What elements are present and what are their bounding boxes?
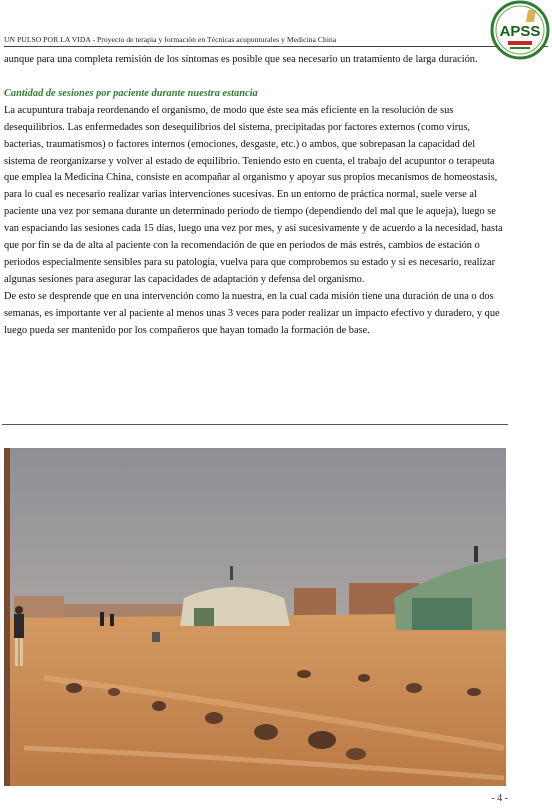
body-paragraph-2: De esto se desprende que en una intervención como la nuestra, en la cual cada misión tiene una duración de una o dos semanas, es importante ver al paciente al menos unas 3 veces para poder realizar un impacto efectivo y duradero, y que luego pueda ser mantenido por los compañeros que hayan tomado la formación de base.: [4, 290, 500, 336]
desert-camp-photo: [4, 448, 506, 786]
page-number: - 4 -: [491, 793, 508, 804]
page-header: [4, 0, 548, 47]
intro-paragraph: aunque para una completa remisión de los síntomas es posible que sea necesario un tratamiento de larga duración.: [4, 54, 478, 65]
apss-logo: [490, 0, 550, 60]
section-subheading: Cantidad de sesiones por paciente durante nuestra estancia: [4, 87, 258, 99]
section-divider: [2, 424, 508, 425]
body-paragraph-1: La acupuntura trabaja reordenando el organismo, de modo que éste sea más eficiente en la resolución de sus desequilibrios. Las enfermedades son desequilibrios del sistema, precipitadas por factores externos (como virus, bacterias, traumatismos) o factores internos (emociones, desgaste, etc.) o ambos, que sobrepasan la capacidad del sistema de reorganizarse y volver al estado de equilibrio. Teniendo esto en cuenta, el trabajo del acupuntor o terapeuta que emplea la Medicina China, consiste en acompañar al organismo y apoyar sus propios mecanismos de homeostasis, para lo cual es necesario realizar varias intervenciones sucesivas. En un entorno de práctica normal, suele verse al paciente una vez por semana durante un determinado periodo de tiempo (dependiendo del mal que le aqueja), luego se van espaciando las sesiones cada 15 días, luego una vez por mes, y así sucesivamente y de acuerdo a la necesidad, hasta que por fin se da de alta al paciente con la recomendación de que en periodos de más estrés, cambios de estación o periodos especialmente sensibles para su patología, vuelva para que comprobemos su estado y si es necesario, realizar algunas sesiones para asegurar las capacidades de adaptación y defensa del organismo.: [4, 104, 503, 285]
main-content: [4, 52, 504, 340]
header-title: UN PULSO POR LA VIDA - Proyecto de terapia y formación en Técnicas acupunturales y Medicina China: [4, 35, 337, 44]
svg-text:APSS: APSS: [499, 23, 541, 40]
